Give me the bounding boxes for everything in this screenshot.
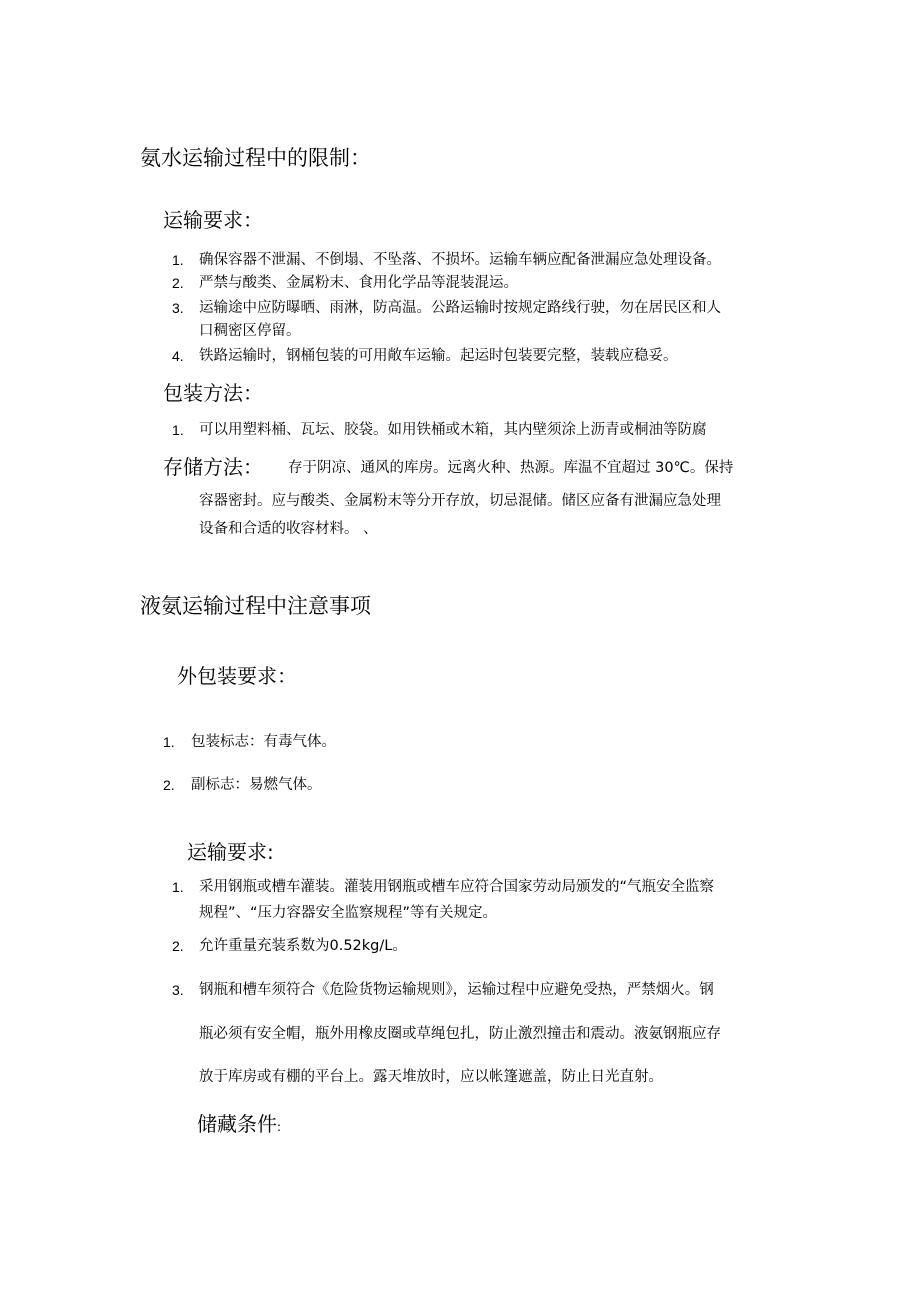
storage-conditions-heading — [197, 1109, 281, 1142]
list-number: 2. — [172, 275, 184, 291]
list-text: 口稠密区停留。 — [199, 323, 301, 339]
storage-text: 设备和合适的收容材料。 、 — [199, 521, 378, 537]
list-text: 可以用塑料桶、瓦坛、胶袋。如用铁桶或木箱，其内壁须涂上沥青或桐油等防腐 — [199, 422, 707, 438]
list-text: 规程”、“压力容器安全监察规程”等有关规定。 — [199, 905, 498, 921]
list-number: 4. — [172, 348, 184, 364]
section2-title: 液氨运输过程中注意事项 — [140, 594, 371, 618]
list-text: 瓶必须有安全帽，瓶外用橡皮圈或草绳包扎，防止激烈撞击和震动。液氨钢瓶应存 — [199, 1026, 721, 1042]
list-text: 铁路运输时，钢桶包装的可用敞车运输。起运时包装要完整，装载应稳妥。 — [199, 348, 678, 364]
transport-heading: 运输要求： — [163, 208, 263, 232]
list-text: 允许重量充装系数为0.52kg/L。 — [199, 938, 407, 954]
storage-text: 存于阴凉、通风的库房。远离火种、热源。库温不宜超过 30℃。保持 — [288, 460, 734, 476]
storage-text: 容器密封。应与酸类、金属粉末等分开存放，切忌混储。储区应备有泄漏应急处理 — [199, 493, 721, 509]
list-number: 1. — [172, 252, 184, 268]
storage-heading: 存储方法： — [163, 455, 263, 479]
list-number: 2. — [163, 777, 175, 793]
packaging-heading: 包装方法： — [163, 381, 263, 405]
list-text: 严禁与酸类、金属粉末、食用化学品等混装混运。 — [199, 275, 518, 291]
list-text: 包装标志：有毒气体。 — [191, 734, 336, 750]
list-text: 运输途中应防曝晒、雨淋，防高温。公路运输时按规定路线行驶，勿在居民区和人 — [199, 300, 721, 316]
storage-conditions-label: 储藏条件 — [197, 1112, 277, 1136]
list-text: 放于库房或有棚的平台上。露天堆放时，应以帐篷遮盖，防止日光直射。 — [199, 1069, 663, 1085]
list-number: 1. — [163, 734, 175, 750]
list-text: 采用钢瓶或槽车灌装。灌装用钢瓶或槽车应符合国家劳动局颁发的“气瓶安全监察 — [199, 879, 715, 895]
list-number: 1. — [172, 422, 184, 438]
list-number: 1. — [172, 879, 184, 895]
section1-title: 氨水运输过程中的限制： — [140, 146, 371, 170]
list-text: 确保容器不泄漏、不倒塌、不坠落、不损坏。运输车辆应配备泄漏应急处理设备。 — [199, 252, 721, 268]
list-number: 3. — [172, 300, 184, 316]
transport-heading-2: 运输要求: — [187, 840, 274, 864]
outer-packaging-heading: 外包装要求： — [177, 664, 297, 688]
storage-conditions-colon: : — [277, 1120, 282, 1134]
list-number: 2. — [172, 938, 184, 954]
list-number: 3. — [172, 982, 184, 998]
list-text: 钢瓶和槽车须符合《危险货物运输规则》，运输过程中应避免受热，严禁烟火。钢 — [199, 982, 714, 998]
list-text: 副标志：易燃气体。 — [191, 777, 322, 793]
